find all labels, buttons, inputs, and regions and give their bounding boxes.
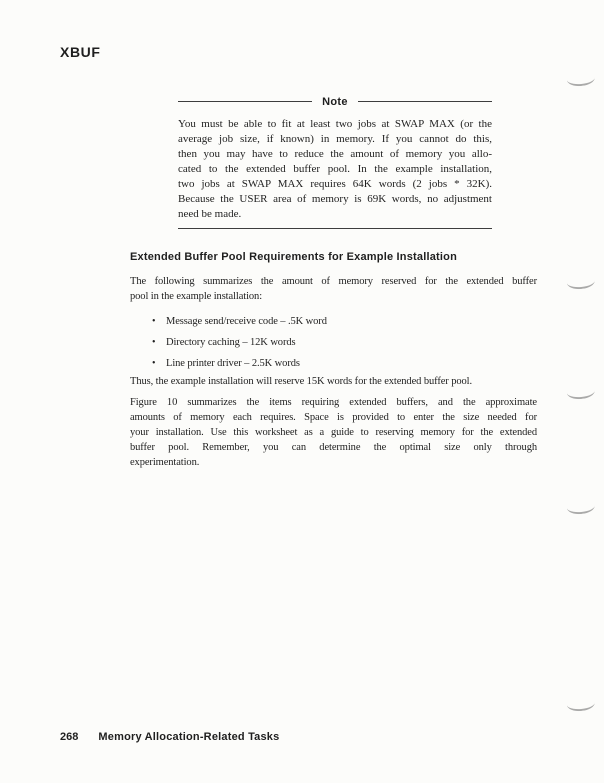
page-curl-mark xyxy=(567,76,596,87)
note-block xyxy=(178,95,492,229)
bullet-icon: • xyxy=(152,316,156,327)
bullet-text: Directory caching – 12K words xyxy=(166,337,296,348)
note-title: Note xyxy=(322,95,348,108)
page-curl-mark xyxy=(567,389,596,400)
bullet-icon: • xyxy=(152,337,156,348)
footer-title: Memory Allocation-Related Tasks xyxy=(98,731,280,743)
bullet-icon: • xyxy=(152,358,156,369)
bullet-list xyxy=(152,314,327,377)
figure-paragraph: Figure 10 summarizes the items requiring extended buffers, and the approximate amounts of memory each requires. Space is provided to enter the size needed for your installation. Use this worksheet as a guide to reserving memory for the extended buffer pool. Remember, you can determine the optimal size only through experimentation. xyxy=(130,397,537,468)
bullet-text: Message send/receive code – .5K word xyxy=(166,316,327,327)
note-title-row xyxy=(178,95,492,108)
note-text: You must be able to fit at least two jobs at SWAP MAX (or the average job size, if known) in memory. If you cannot do this, then you may have to reduce the amount of memory you allo- cated to the extended buffer pool. In the example installation, two jobs at SWAP MAX requires 64K words (2 jobs * 32K). Because the USER area of memory is 69K words, no adjustment need be made. xyxy=(178,118,492,220)
bullet-text: Line printer driver – 2.5K words xyxy=(166,358,300,369)
note-rule-right xyxy=(358,101,492,102)
page-curl-mark xyxy=(567,279,596,290)
list-item xyxy=(152,314,327,329)
page-curl-mark xyxy=(567,504,596,515)
page-footer xyxy=(60,731,279,743)
summary-paragraph: Thus, the example installation will reserve 15K words for the extended buffer pool. xyxy=(130,376,472,387)
page-curl-mark xyxy=(567,701,596,712)
list-item xyxy=(152,335,327,350)
note-rule-left xyxy=(178,101,312,102)
section-heading: Extended Buffer Pool Requirements for Example Installation xyxy=(130,251,457,263)
page-number: 268 xyxy=(60,731,79,743)
list-item xyxy=(152,356,327,371)
intro-paragraph: The following summarizes the amount of memory reserved for the extended buffer pool in the example installation: xyxy=(130,276,537,302)
note-rule-bottom xyxy=(178,228,492,229)
page-header-label: XBUF xyxy=(60,44,101,60)
